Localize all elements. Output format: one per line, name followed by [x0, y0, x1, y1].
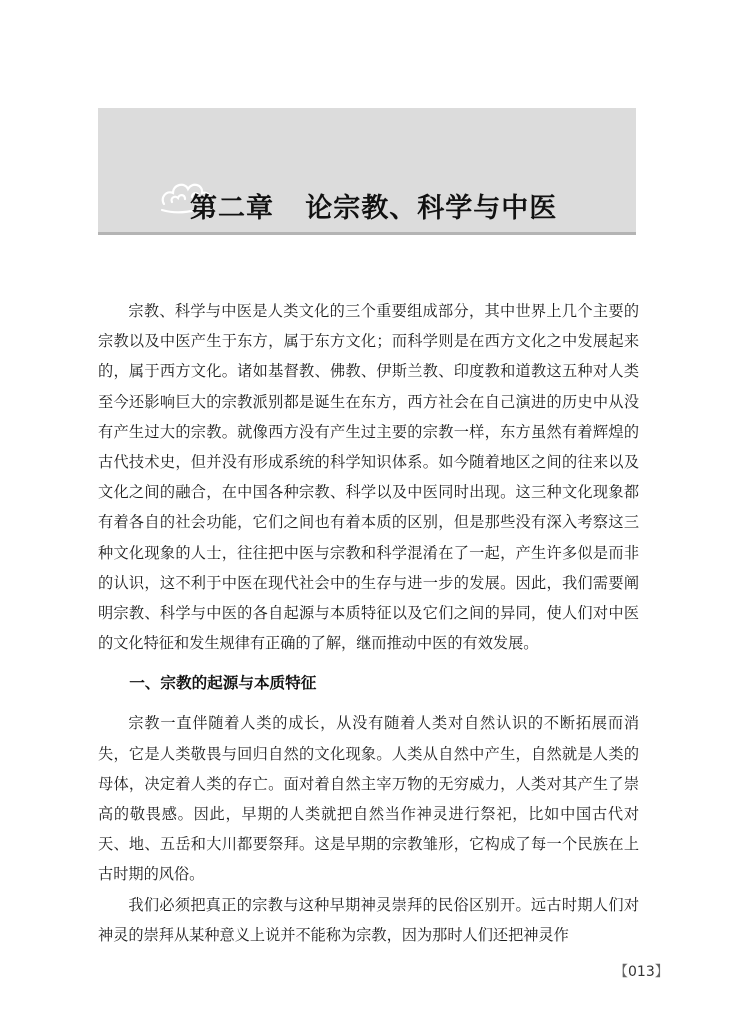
section-heading: 一、宗教的起源与本质特征 — [129, 674, 317, 693]
section-paragraph-1: 宗教一直伴随着人类的成长，从没有随着人类对自然认识的不断拓展而消失，它是人类敬畏与回归自然的文化现象。人类从自然中产生，自然就是人类的母体，决定着人类的存亡。面对着自然主宰万物的无穷威力，人类对其产生了崇高的敬畏感。因此，早期的人类就把自然当作神灵进行祭祀，比如中国古代对天、地、五岳和大川都要祭拜。这是早期的宗教雏形，它构成了每一个民族在上古时期的风俗。 — [98, 714, 639, 884]
intro-paragraph: 宗教、科学与中医是人类文化的三个重要组成部分，其中世界上几个主要的宗教以及中医产生于东方，属于东方文化；而科学则是在西方文化之中发展起来的，属于西方文化。诸如基督教、佛教、伊斯兰教、印度教和道教这五种对人类至今还影响巨大的宗教派别都是诞生在东方，西方社会在自己演进的历史中从没有产生过大的宗教。就像西方没有产生过主要的宗教一样，东方虽然有着辉煌的古代技术史，但并没有形成系统的科学知识体系。如今随着地区之间的往来以及文化之间的融合，在中国各种宗教、科学以及中医同时出现。这三种文化现象都有着各自的社会功能，它们之间也有着本质的区别，但是那些没有深入考察这三种文化现象的人士，往往把中医与宗教和科学混淆在了一起，产生许多似是而非的认识，这不利于中医在现代社会中的生存与进一步的发展。因此，我们需要阐明宗教、科学与中医的各自起源与本质特征以及它们之间的异同，使人们对中医的文化特征和发生规律有正确的了解，继而推动中医的有效发展。 — [98, 302, 639, 653]
page-bracket-left: 【 — [614, 964, 628, 980]
section-paragraph-2: 我们必须把真正的宗教与这种早期神灵崇拜的民俗区别开。远古时期人们对神灵的崇拜从某种意义上说并不能称为宗教，因为那时人们还把神灵作 — [98, 895, 639, 944]
body-text — [98, 296, 639, 950]
page-bracket-right: 】 — [654, 964, 669, 980]
page-number-value: 013 — [628, 964, 655, 980]
banner-divider — [98, 232, 636, 235]
chapter-title: 第二章 论宗教、科学与中医 — [190, 193, 558, 224]
page-number — [614, 961, 669, 981]
